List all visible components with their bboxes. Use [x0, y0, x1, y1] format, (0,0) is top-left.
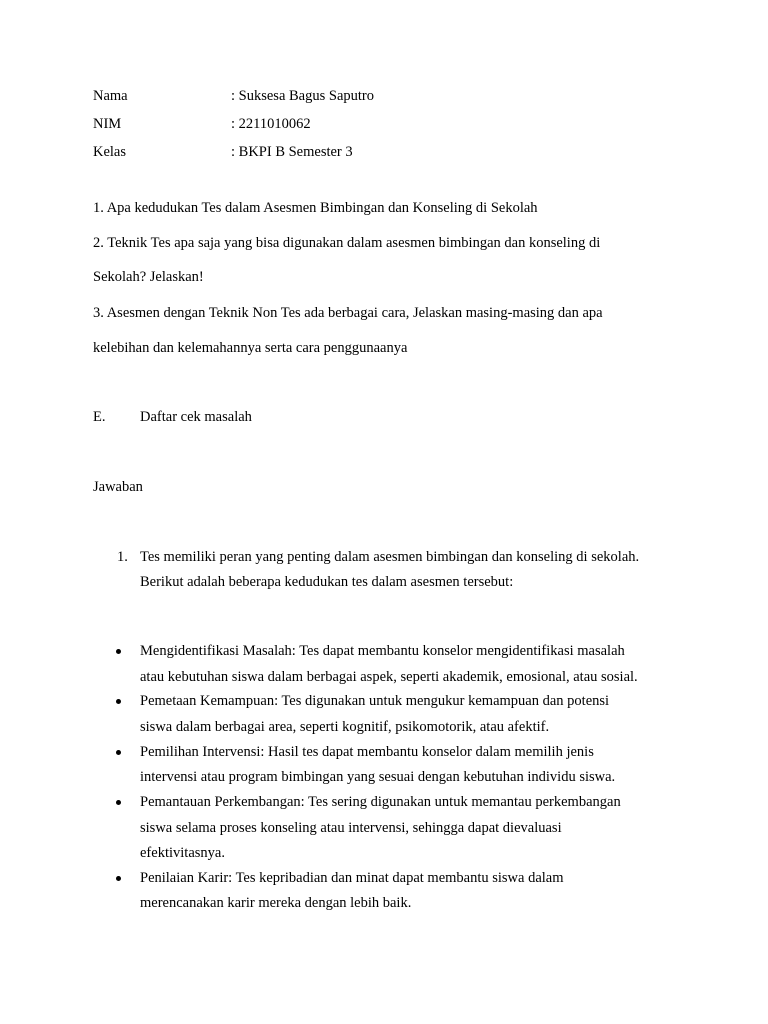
- bullet-4-line-1: Pemantauan Perkembangan: Tes sering digunakan untuk memantau perkembangan: [140, 794, 621, 810]
- bullet-3-line-1: Pemilihan Intervensi: Hasil tes dapat membantu konselor dalam memilih jenis: [140, 744, 594, 760]
- bullet-3-line-2: intervensi atau program bimbingan yang sesuai dengan kebutuhan individu siswa.: [140, 769, 616, 785]
- answer-item-line-1: Tes memiliki peran yang penting dalam asesmen bimbingan dan konseling di sekolah.: [140, 549, 640, 565]
- label-nim: NIM: [93, 116, 122, 132]
- bullet-dot-icon: [116, 649, 121, 654]
- bullet-4-line-2: siswa selama proses konseling atau intervensi, sehingga dapat dievaluasi: [140, 820, 562, 836]
- section-e-marker: E.: [93, 409, 106, 425]
- bullet-dot-icon: [116, 876, 121, 881]
- bullet-2-line-1: Pemetaan Kemampuan: Tes digunakan untuk mengukur kemampuan dan potensi: [140, 693, 610, 709]
- bullet-dot-icon: [116, 699, 121, 704]
- question-2-line-1: 2. Teknik Tes apa saja yang bisa digunakan dalam asesmen bimbingan dan konseling di: [93, 235, 601, 251]
- label-kelas: Kelas: [93, 144, 127, 160]
- question-3-line-1: 3. Asesmen dengan Teknik Non Tes ada berbagai cara, Jelaskan masing-masing dan apa: [93, 305, 603, 321]
- bullet-dot-icon: [116, 750, 121, 755]
- bullet-1-line-2: atau kebutuhan siswa dalam berbagai aspek, seperti akademik, emosional, atau sosial.: [140, 669, 638, 685]
- bullet-1-line-1: Mengidentifikasi Masalah: Tes dapat membantu konselor mengidentifikasi masalah: [140, 643, 625, 659]
- bullet-dot-icon: [116, 800, 121, 805]
- bullet-4-line-3: efektivitasnya.: [140, 845, 225, 861]
- answer-item-line-2: Berikut adalah beberapa kedudukan tes dalam asesmen tersebut:: [140, 574, 514, 590]
- value-nim: : 2211010062: [231, 116, 311, 132]
- question-2-line-2: Sekolah? Jelaskan!: [93, 269, 204, 285]
- value-kelas: : BKPI B Semester 3: [231, 144, 353, 160]
- bullet-5-line-1: Penilaian Karir: Tes kepribadian dan minat dapat membantu siswa dalam: [140, 870, 564, 886]
- question-1: 1. Apa kedudukan Tes dalam Asesmen Bimbingan dan Konseling di Sekolah: [93, 200, 538, 216]
- section-e-title: Daftar cek masalah: [140, 409, 252, 425]
- label-nama: Nama: [93, 88, 128, 104]
- question-3-line-2: kelebihan dan kelemahannya serta cara penggunaanya: [93, 340, 408, 356]
- value-nama: : Suksesa Bagus Saputro: [231, 88, 374, 104]
- answer-heading: Jawaban: [93, 479, 143, 495]
- bullet-2-line-2: siswa dalam berbagai area, seperti kognitif, psikomotorik, atau afektif.: [140, 719, 550, 735]
- bullet-5-line-2: merencanakan karir mereka dengan lebih baik.: [140, 895, 412, 911]
- answer-item-number: 1.: [117, 549, 128, 565]
